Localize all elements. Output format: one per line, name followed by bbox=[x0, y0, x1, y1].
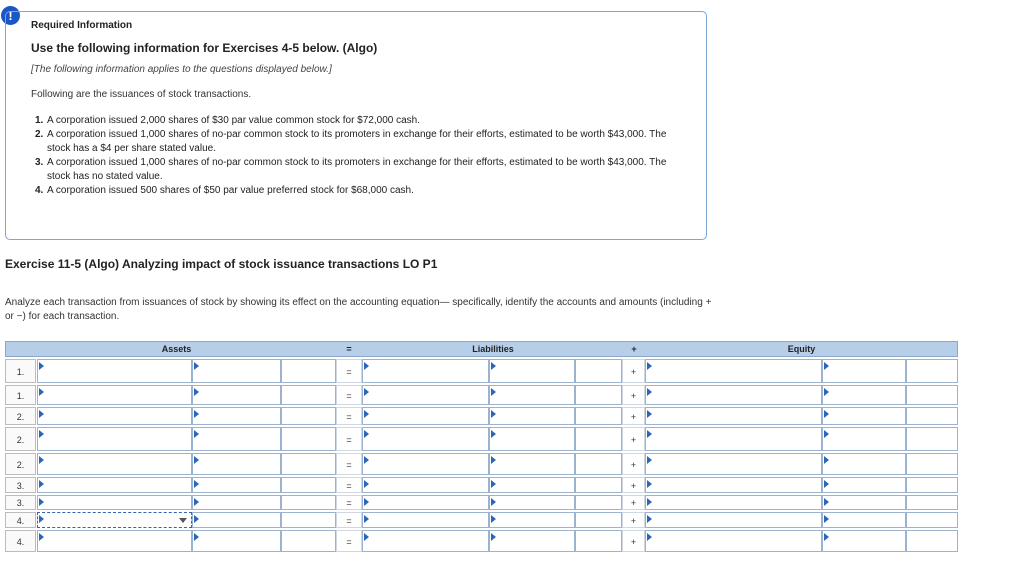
transaction-item bbox=[35, 156, 685, 184]
exercise-instructions: Analyze each transaction from issuances of stock by showing its effect on the accounting equation— specifically, identify the accounts and amounts (including + or −) for each transaction. bbox=[5, 297, 712, 322]
transaction-number-cell: 1. bbox=[5, 385, 36, 405]
assets-extra-input[interactable] bbox=[281, 477, 336, 493]
liabilities-account-select[interactable] bbox=[362, 407, 489, 425]
liabilities-account-select[interactable] bbox=[362, 477, 489, 493]
assets-extra-input[interactable] bbox=[281, 512, 336, 528]
equity-extra-input[interactable] bbox=[906, 359, 958, 383]
info-heading: Use the following information for Exercises 4-5 below. (Algo) bbox=[31, 41, 378, 55]
equals-sign: = bbox=[336, 453, 362, 475]
equals-sign: = bbox=[336, 477, 362, 493]
liabilities-extra-input[interactable] bbox=[575, 477, 622, 493]
plus-sign: + bbox=[622, 495, 645, 510]
equity-amount-input[interactable] bbox=[822, 477, 906, 493]
equity-account-select[interactable] bbox=[645, 530, 822, 552]
table-row bbox=[5, 427, 958, 451]
plus-sign: + bbox=[622, 407, 645, 425]
table-row bbox=[5, 453, 958, 475]
transaction-number-cell: 2. bbox=[5, 427, 36, 451]
table-row bbox=[5, 512, 958, 528]
plus-sign: + bbox=[622, 359, 645, 383]
liabilities-account-select[interactable] bbox=[362, 427, 489, 451]
transaction-item bbox=[35, 114, 685, 128]
equity-amount-input[interactable] bbox=[822, 512, 906, 528]
equity-account-select[interactable] bbox=[645, 477, 822, 493]
assets-extra-input[interactable] bbox=[281, 427, 336, 451]
info-intro: Following are the issuances of stock transactions. bbox=[31, 89, 252, 100]
liabilities-amount-input[interactable] bbox=[489, 512, 575, 528]
equity-amount-input[interactable] bbox=[822, 495, 906, 510]
assets-account-select[interactable] bbox=[37, 512, 192, 528]
equity-account-select[interactable] bbox=[645, 495, 822, 510]
plus-sign: + bbox=[622, 530, 645, 552]
table-row bbox=[5, 359, 958, 383]
transaction-number-cell: 4. bbox=[5, 530, 36, 552]
transaction-number: 2. bbox=[35, 129, 44, 140]
assets-amount-input[interactable] bbox=[192, 407, 281, 425]
assets-amount-input[interactable] bbox=[192, 477, 281, 493]
assets-extra-input[interactable] bbox=[281, 407, 336, 425]
transaction-number-cell: 3. bbox=[5, 477, 36, 493]
transaction-number-cell: 4. bbox=[5, 512, 36, 528]
table-row bbox=[5, 407, 958, 425]
transaction-number-cell: 1. bbox=[5, 359, 36, 383]
equals-sign: = bbox=[336, 530, 362, 552]
transaction-item bbox=[35, 184, 685, 198]
transaction-text: A corporation issued 1,000 shares of no-par common stock to its promoters in exchange for their efforts, estimated to be worth $43,000. The stock has a $4 per share stated value. bbox=[47, 129, 667, 154]
alert-icon: ! bbox=[1, 6, 20, 25]
assets-account-select[interactable] bbox=[37, 477, 192, 493]
equity-amount-input[interactable] bbox=[822, 530, 906, 552]
info-note: [The following information applies to the questions displayed below.] bbox=[31, 64, 332, 75]
equity-header: Equity bbox=[787, 344, 816, 354]
liabilities-extra-input[interactable] bbox=[575, 407, 622, 425]
plus-sign: + bbox=[622, 512, 645, 528]
liabilities-amount-input[interactable] bbox=[489, 530, 575, 552]
assets-account-select[interactable] bbox=[37, 495, 192, 510]
assets-account-select[interactable] bbox=[37, 385, 192, 405]
plus-header: + bbox=[631, 344, 637, 354]
equals-sign: = bbox=[336, 407, 362, 425]
assets-amount-input[interactable] bbox=[192, 427, 281, 451]
liabilities-amount-input[interactable] bbox=[489, 359, 575, 383]
liabilities-account-select[interactable] bbox=[362, 530, 489, 552]
transaction-item bbox=[35, 128, 685, 156]
equity-account-select[interactable] bbox=[645, 385, 822, 405]
equity-amount-input[interactable] bbox=[822, 359, 906, 383]
plus-sign: + bbox=[622, 427, 645, 451]
liabilities-extra-input[interactable] bbox=[575, 512, 622, 528]
assets-amount-input[interactable] bbox=[192, 359, 281, 383]
plus-sign: + bbox=[622, 385, 645, 405]
transaction-number: 3. bbox=[35, 157, 44, 168]
transaction-number-cell: 2. bbox=[5, 453, 36, 475]
liabilities-extra-input[interactable] bbox=[575, 385, 622, 405]
liabilities-amount-input[interactable] bbox=[489, 477, 575, 493]
table-row bbox=[5, 495, 958, 510]
assets-account-select[interactable] bbox=[37, 427, 192, 451]
assets-account-select[interactable] bbox=[37, 530, 192, 552]
assets-amount-input[interactable] bbox=[192, 530, 281, 552]
transaction-number-cell: 2. bbox=[5, 407, 36, 425]
accounting-equation-table bbox=[5, 341, 958, 553]
equals-sign: = bbox=[336, 427, 362, 451]
equity-amount-input[interactable] bbox=[822, 453, 906, 475]
equity-extra-input[interactable] bbox=[906, 477, 958, 493]
assets-extra-input[interactable] bbox=[281, 453, 336, 475]
info-title: Required Information bbox=[31, 20, 133, 31]
equity-account-select[interactable] bbox=[645, 359, 822, 383]
plus-sign: + bbox=[622, 453, 645, 475]
equity-account-select[interactable] bbox=[645, 427, 822, 451]
equals-header: = bbox=[346, 344, 352, 354]
transaction-number-cell: 3. bbox=[5, 495, 36, 510]
assets-extra-input[interactable] bbox=[281, 385, 336, 405]
liabilities-amount-input[interactable] bbox=[489, 427, 575, 451]
liabilities-amount-input[interactable] bbox=[489, 385, 575, 405]
assets-amount-input[interactable] bbox=[192, 512, 281, 528]
liabilities-extra-input[interactable] bbox=[575, 359, 622, 383]
liabilities-extra-input[interactable] bbox=[575, 530, 622, 552]
assets-amount-input[interactable] bbox=[192, 495, 281, 510]
assets-account-select[interactable] bbox=[37, 359, 192, 383]
liabilities-amount-input[interactable] bbox=[489, 407, 575, 425]
equals-sign: = bbox=[336, 359, 362, 383]
liabilities-extra-input[interactable] bbox=[575, 453, 622, 475]
transaction-list bbox=[35, 114, 685, 198]
plus-sign: + bbox=[622, 477, 645, 493]
liabilities-account-select[interactable] bbox=[362, 453, 489, 475]
dropdown-arrow-icon[interactable] bbox=[179, 518, 187, 523]
exercise-title: Exercise 11-5 (Algo) Analyzing impact of stock issuance transactions LO P1 bbox=[5, 257, 438, 271]
equity-extra-input[interactable] bbox=[906, 495, 958, 510]
equals-sign: = bbox=[336, 385, 362, 405]
assets-amount-input[interactable] bbox=[192, 385, 281, 405]
equity-extra-input[interactable] bbox=[906, 427, 958, 451]
assets-extra-input[interactable] bbox=[281, 495, 336, 510]
table-row bbox=[5, 385, 958, 405]
liabilities-account-select[interactable] bbox=[362, 495, 489, 510]
transaction-text: A corporation issued 500 shares of $50 par value preferred stock for $68,000 cash. bbox=[47, 185, 414, 196]
liabilities-extra-input[interactable] bbox=[575, 495, 622, 510]
transaction-text: A corporation issued 1,000 shares of no-par common stock to its promoters in exchange for their efforts, estimated to be worth $43,000. The stock has no stated value. bbox=[47, 157, 667, 182]
assets-extra-input[interactable] bbox=[281, 530, 336, 552]
transaction-number: 4. bbox=[35, 185, 44, 196]
liabilities-header: Liabilities bbox=[472, 344, 514, 354]
assets-header: Assets bbox=[161, 344, 192, 354]
liabilities-account-select[interactable] bbox=[362, 359, 489, 383]
equity-account-select[interactable] bbox=[645, 453, 822, 475]
equity-account-select[interactable] bbox=[645, 512, 822, 528]
table-row bbox=[5, 477, 958, 493]
transaction-number: 1. bbox=[35, 115, 44, 126]
equity-extra-input[interactable] bbox=[906, 530, 958, 552]
assets-extra-input[interactable] bbox=[281, 359, 336, 383]
liabilities-amount-input[interactable] bbox=[489, 453, 575, 475]
equity-amount-input[interactable] bbox=[822, 427, 906, 451]
equity-extra-input[interactable] bbox=[906, 453, 958, 475]
assets-amount-input[interactable] bbox=[192, 453, 281, 475]
equity-extra-input[interactable] bbox=[906, 407, 958, 425]
transaction-text: A corporation issued 2,000 shares of $30 par value common stock for $72,000 cash. bbox=[47, 115, 420, 126]
liabilities-extra-input[interactable] bbox=[575, 427, 622, 451]
assets-account-select[interactable] bbox=[37, 407, 192, 425]
liabilities-amount-input[interactable] bbox=[489, 495, 575, 510]
equity-extra-input[interactable] bbox=[906, 385, 958, 405]
table-row bbox=[5, 530, 958, 552]
equals-sign: = bbox=[336, 512, 362, 528]
equity-amount-input[interactable] bbox=[822, 385, 906, 405]
liabilities-account-select[interactable] bbox=[362, 385, 489, 405]
liabilities-account-select[interactable] bbox=[362, 512, 489, 528]
assets-account-select[interactable] bbox=[37, 453, 192, 475]
equity-extra-input[interactable] bbox=[906, 512, 958, 528]
equity-account-select[interactable] bbox=[645, 407, 822, 425]
equals-sign: = bbox=[336, 495, 362, 510]
table-header bbox=[5, 341, 958, 357]
equity-amount-input[interactable] bbox=[822, 407, 906, 425]
